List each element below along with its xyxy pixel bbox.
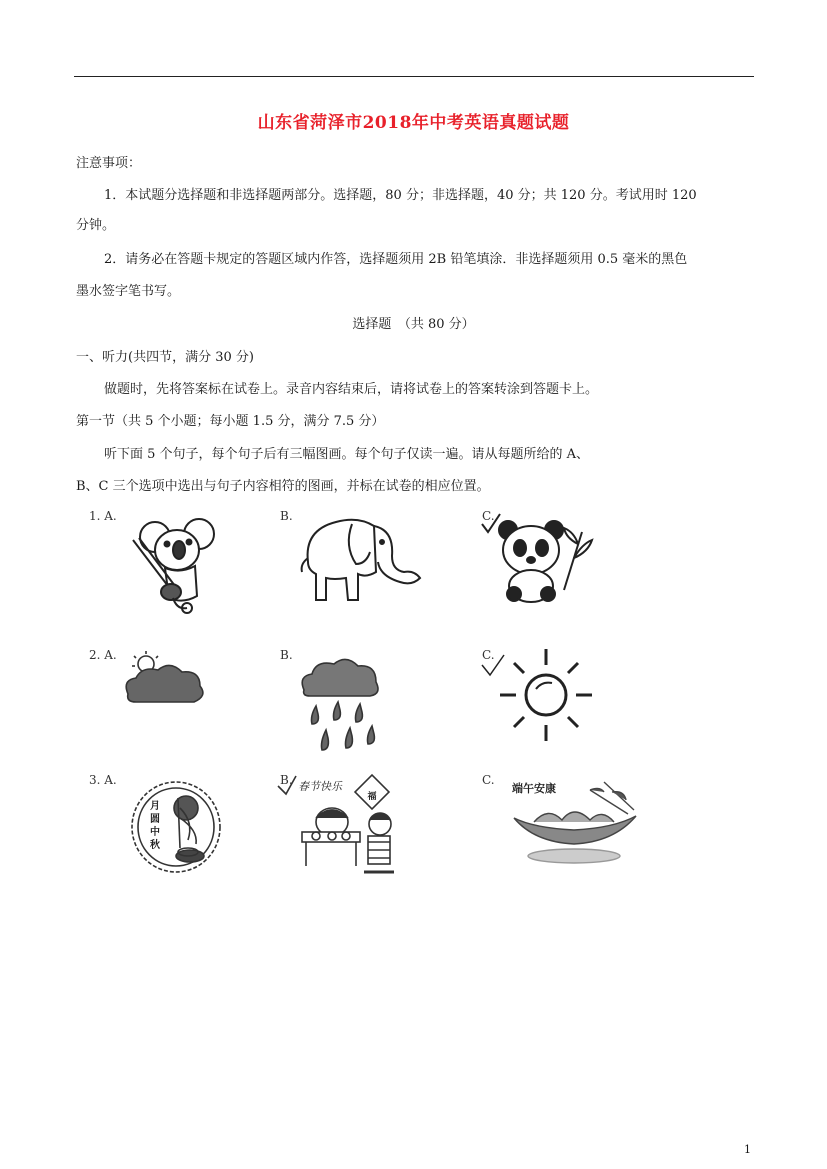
- mooncake-festival-text: 月圆中秋: [150, 801, 160, 851]
- sub-instruction: 听下面 5 个句子，每个句子后有三幅图画。每个句子仅读一遍。请从每题所给的 A、: [104, 447, 590, 462]
- fu-badge-text: 福: [367, 792, 377, 802]
- header-rule: [74, 76, 754, 77]
- page-number: 1: [744, 1143, 751, 1156]
- spring-festival-icon: [276, 772, 406, 884]
- cloudy-icon: [120, 650, 210, 710]
- sun-icon: [478, 645, 598, 745]
- notice-heading: 注意事项：: [76, 156, 142, 171]
- notice-item-1: 1．本试题分选择题和非选择题两部分。选择题，80 分；非选择题，40 分；共 120 分。考试用时 120: [104, 188, 697, 203]
- sub-instruction-cont: B、C 三个选项中选出与句子内容相符的图画，并标在试卷的相应位置。: [76, 479, 490, 494]
- koala-guitar-icon: [125, 512, 220, 617]
- panda-bamboo-icon: [478, 510, 603, 605]
- option-label: 2. A.: [89, 648, 117, 662]
- notice-item-2: 2．请务必在答题卡规定的答题区域内作答，选择题须用 2B 铅笔填涂．非选择题须用 0.5 毫米的黑色: [104, 252, 688, 267]
- dragon-boat-text: 端午安康: [512, 782, 556, 795]
- mooncake-festival-icon: [128, 778, 224, 876]
- page-title: 山东省菏泽市2018年中考英语真题试题: [257, 113, 570, 133]
- option-label: B.: [280, 509, 293, 523]
- dragon-boat-icon: [504, 776, 644, 866]
- elephant-icon: [296, 512, 426, 607]
- section-header: 选择题 （共 80 分）: [352, 317, 475, 332]
- subsection-title: 第一节（共 5 个小题；每小题 1.5 分，满分 7.5 分）: [76, 414, 385, 429]
- option-label: B.: [280, 648, 293, 662]
- option-label: C.: [482, 648, 495, 662]
- option-label: C.: [482, 773, 495, 787]
- part1-title: 一、听力(共四节，满分 30 分): [76, 350, 254, 365]
- notice-item-1-cont: 分钟。: [76, 218, 116, 233]
- option-label: 3. A.: [89, 773, 117, 787]
- option-label: B.: [280, 773, 293, 787]
- option-label: C.: [482, 509, 495, 523]
- notice-item-2-cont: 墨水签字笔书写。: [76, 284, 181, 299]
- spring-festival-text: 春节快乐: [298, 780, 342, 793]
- option-label: 1. A.: [89, 509, 117, 523]
- part1-instruction: 做题时，先将答案标在试卷上。录音内容结束后，请将试卷上的答案转涂到答题卡上。: [104, 382, 599, 397]
- rain-cloud-icon: [296, 654, 382, 766]
